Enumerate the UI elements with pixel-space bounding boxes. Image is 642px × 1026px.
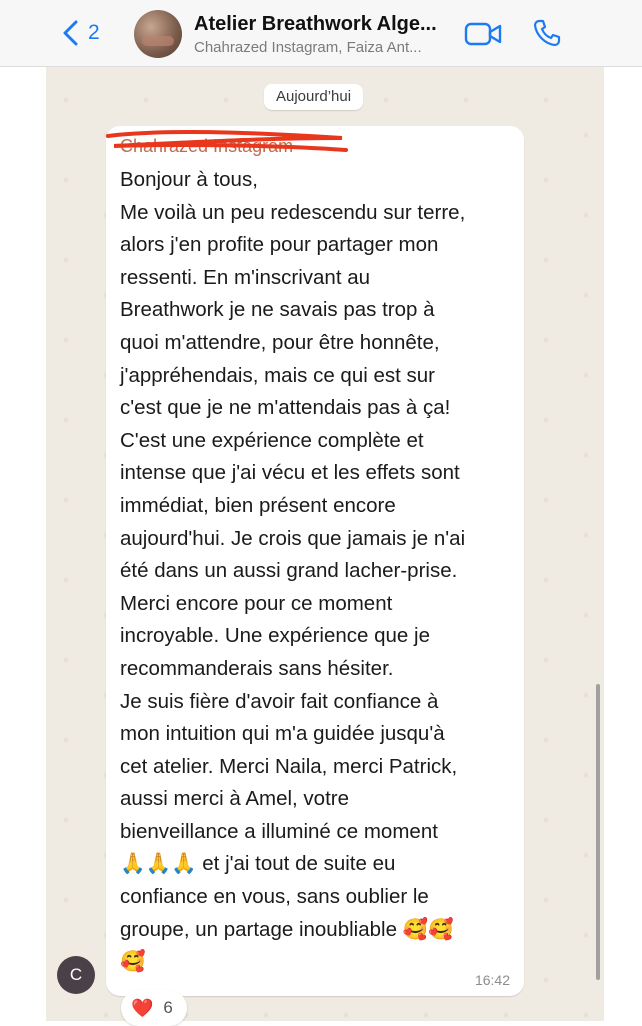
unread-count: 2 <box>88 21 100 44</box>
heart-icon: ❤️ <box>131 997 154 1018</box>
back-button[interactable] <box>62 20 100 46</box>
message-time: 16:42 <box>474 972 510 988</box>
message-line: été dans un aussi grand lacher-prise. <box>120 559 458 583</box>
message-line: 🙏🙏🙏 et j'ai tout de suite eu <box>120 852 396 876</box>
message-line: bienveillance a illuminé ce moment <box>120 819 438 843</box>
message-line: cet atelier. Merci Naila, merci Patrick, <box>120 754 458 778</box>
message-line: groupe, un partage inoubliable 🥰🥰 <box>120 917 454 941</box>
message-line: aujourd'hui. Je crois que jamais je n'ai <box>120 526 466 550</box>
message-line: alors j'en profite pour partager mon <box>120 233 439 257</box>
message-line: Je suis fière d'avoir fait confiance à <box>120 689 439 713</box>
message-line: j'appréhendais, mais ce qui est sur <box>120 363 435 387</box>
group-avatar[interactable] <box>134 10 182 58</box>
message-line: confiance en vous, sans oublier le <box>120 885 429 909</box>
message-sender: Chahrazed Instagram <box>120 136 294 156</box>
phone-icon[interactable] <box>532 18 562 48</box>
message-line: 🥰 <box>120 950 146 974</box>
scrollbar[interactable] <box>596 684 600 980</box>
message-text <box>120 164 515 979</box>
message-line: mon intuition qui m'a guidée jusqu'à <box>120 722 445 746</box>
reaction-count: 6 <box>163 998 173 1017</box>
message-line: aussi merci à Amel, votre <box>120 787 349 811</box>
date-separator: Aujourd’hui <box>264 84 363 110</box>
redaction-scribble <box>106 126 366 156</box>
message-line: intense que j'ai vécu et les effets sont <box>120 461 460 485</box>
message-bubble[interactable] <box>106 126 524 996</box>
message-line: c'est que je ne m'attendais pas à ça! <box>120 396 451 420</box>
message-line: C'est une expérience complète et <box>120 428 424 452</box>
message-line: Breathwork je ne savais pas trop à <box>120 298 435 322</box>
message-line: incroyable. Une expérience que je <box>120 624 430 648</box>
chat-title[interactable]: Atelier Breathwork Alge... <box>194 13 437 35</box>
message-line: immédiat, bien présent encore <box>120 493 396 517</box>
message-line: Merci encore pour ce moment <box>120 591 393 615</box>
message-line: quoi m'attendre, pour être honnête, <box>120 330 440 354</box>
video-call-icon[interactable] <box>464 21 502 47</box>
chevron-left-icon <box>62 20 80 46</box>
sender-avatar[interactable]: C <box>57 956 95 994</box>
message-line: Me voilà un peu redescendu sur terre, <box>120 200 466 224</box>
message-line: recommanderais sans hésiter. <box>120 656 394 680</box>
chat-members[interactable]: Chahrazed Instagram, Faiza Ant... <box>194 39 422 56</box>
chat-header <box>0 0 642 67</box>
message-line: Bonjour à tous, <box>120 168 258 191</box>
message-line: ressenti. En m'inscrivant au <box>120 265 371 289</box>
